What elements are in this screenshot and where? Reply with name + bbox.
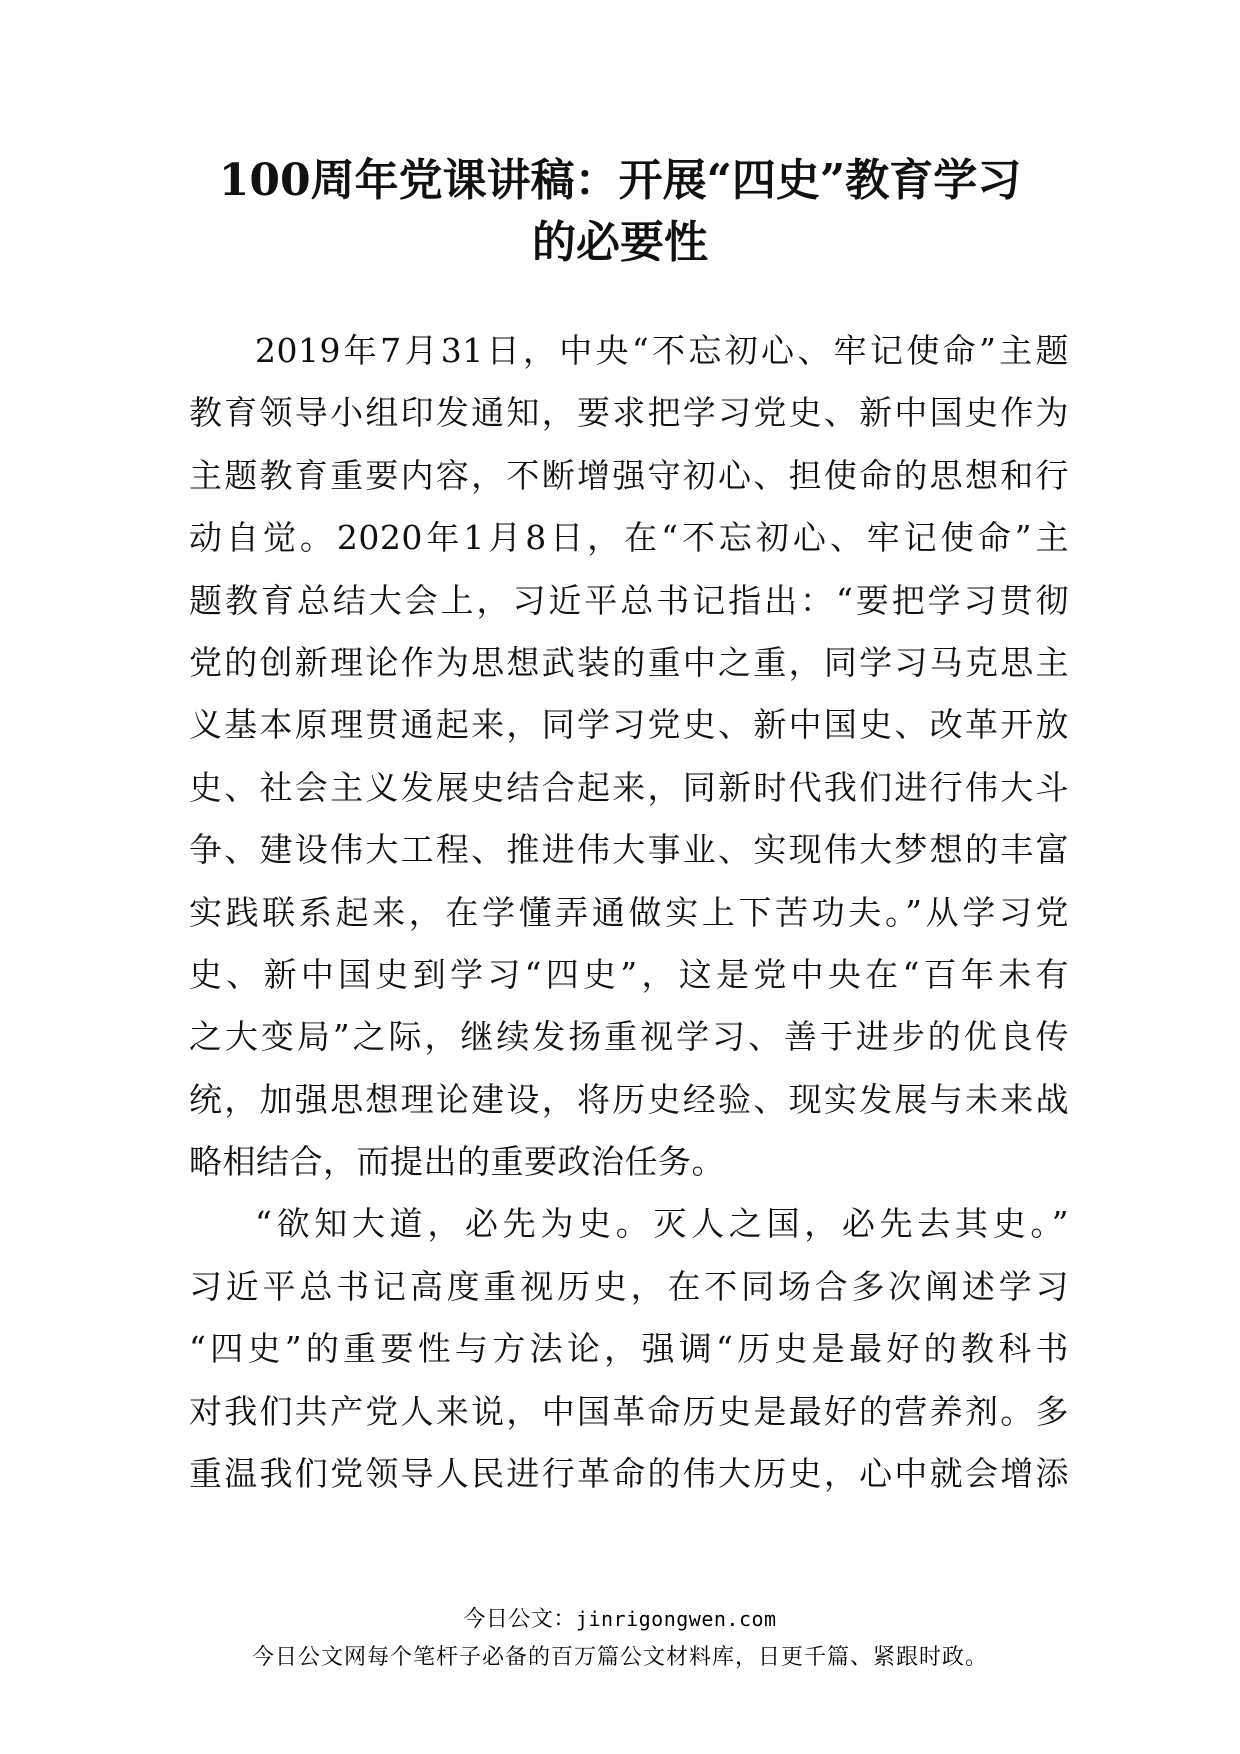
- paragraph-line: 略相结合，而提出的重要政治任务。: [189, 1142, 725, 1182]
- paragraph-line: 题教育总结大会上，习近平总书记指出：“要把学习贯彻: [189, 580, 1069, 620]
- paragraph-line: 史、新中国史到学习“四史”，这是党中央在“百年未有: [189, 954, 1069, 994]
- paragraph-line: 史、社会主义发展史结合起来，同新时代我们进行伟大斗: [189, 767, 1069, 807]
- paragraph-line: 争、建设伟大工程、推进伟大事业、实现伟大梦想的丰富: [189, 830, 1069, 870]
- paragraph-line: 义基本原理贯通起来，同学习党史、新中国史、改革开放: [189, 705, 1069, 745]
- title-line: 的必要性: [532, 217, 708, 268]
- footer-site: [0, 1602, 1240, 1633]
- paragraph-line: 主题教育重要内容，不断增强守初心、担使命的思想和行: [189, 455, 1069, 495]
- paragraph-line: 动自觉。2020年1月8日，在“不忘初心、牢记使命”主: [189, 518, 1069, 558]
- paragraph-line: 党的创新理论作为思想武装的重中之重，同学习马克思主: [189, 642, 1069, 682]
- paragraph-line: 习近平总书记高度重视历史，在不同场合多次阐述学习: [189, 1266, 1069, 1306]
- footer-slogan: 今日公文网每个笔杆子必备的百万篇公文材料库，日更千篇、紧跟时政。: [251, 1645, 988, 1670]
- paragraph-line: 对我们共产党人来说，中国革命历史是最好的营养剂。多: [189, 1391, 1069, 1431]
- paragraph-line: 实践联系起来，在学懂弄通做实上下苦功夫。”从学习党: [189, 892, 1069, 932]
- paragraph-line: 重温我们党领导人民进行革命的伟大历史，心中就会增添: [189, 1454, 1069, 1494]
- paragraph: [189, 320, 1069, 1193]
- paragraph-line: “欲知大道，必先为史。灭人之国，必先去其史。”: [255, 1204, 1069, 1244]
- footer-site-link[interactable]: jinrigongwen.com: [575, 1607, 777, 1631]
- paragraph-line: “四史”的重要性与方法论，强调“历史是最好的教科书: [189, 1329, 1069, 1369]
- paragraph-line: 之大变局”之际，继续发扬重视学习、善于进步的优良传: [189, 1017, 1069, 1057]
- paragraph-line: 教育领导小组印发通知，要求把学习党史、新中国史作为: [189, 393, 1069, 433]
- footer-site-label: 今日公文：: [463, 1607, 576, 1632]
- document-title: [160, 150, 1080, 274]
- paragraph-line: 统，加强思想理论建设，将历史经验、现实发展与未来战: [189, 1079, 1069, 1119]
- document-body: [189, 320, 1069, 1505]
- paragraph-line: 2019年7月31日，中央“不忘初心、牢记使命”主题: [255, 331, 1069, 370]
- paragraph: [189, 1193, 1069, 1505]
- title-line: 100周年党课讲稿：开展“四史”教育学习: [218, 155, 1022, 206]
